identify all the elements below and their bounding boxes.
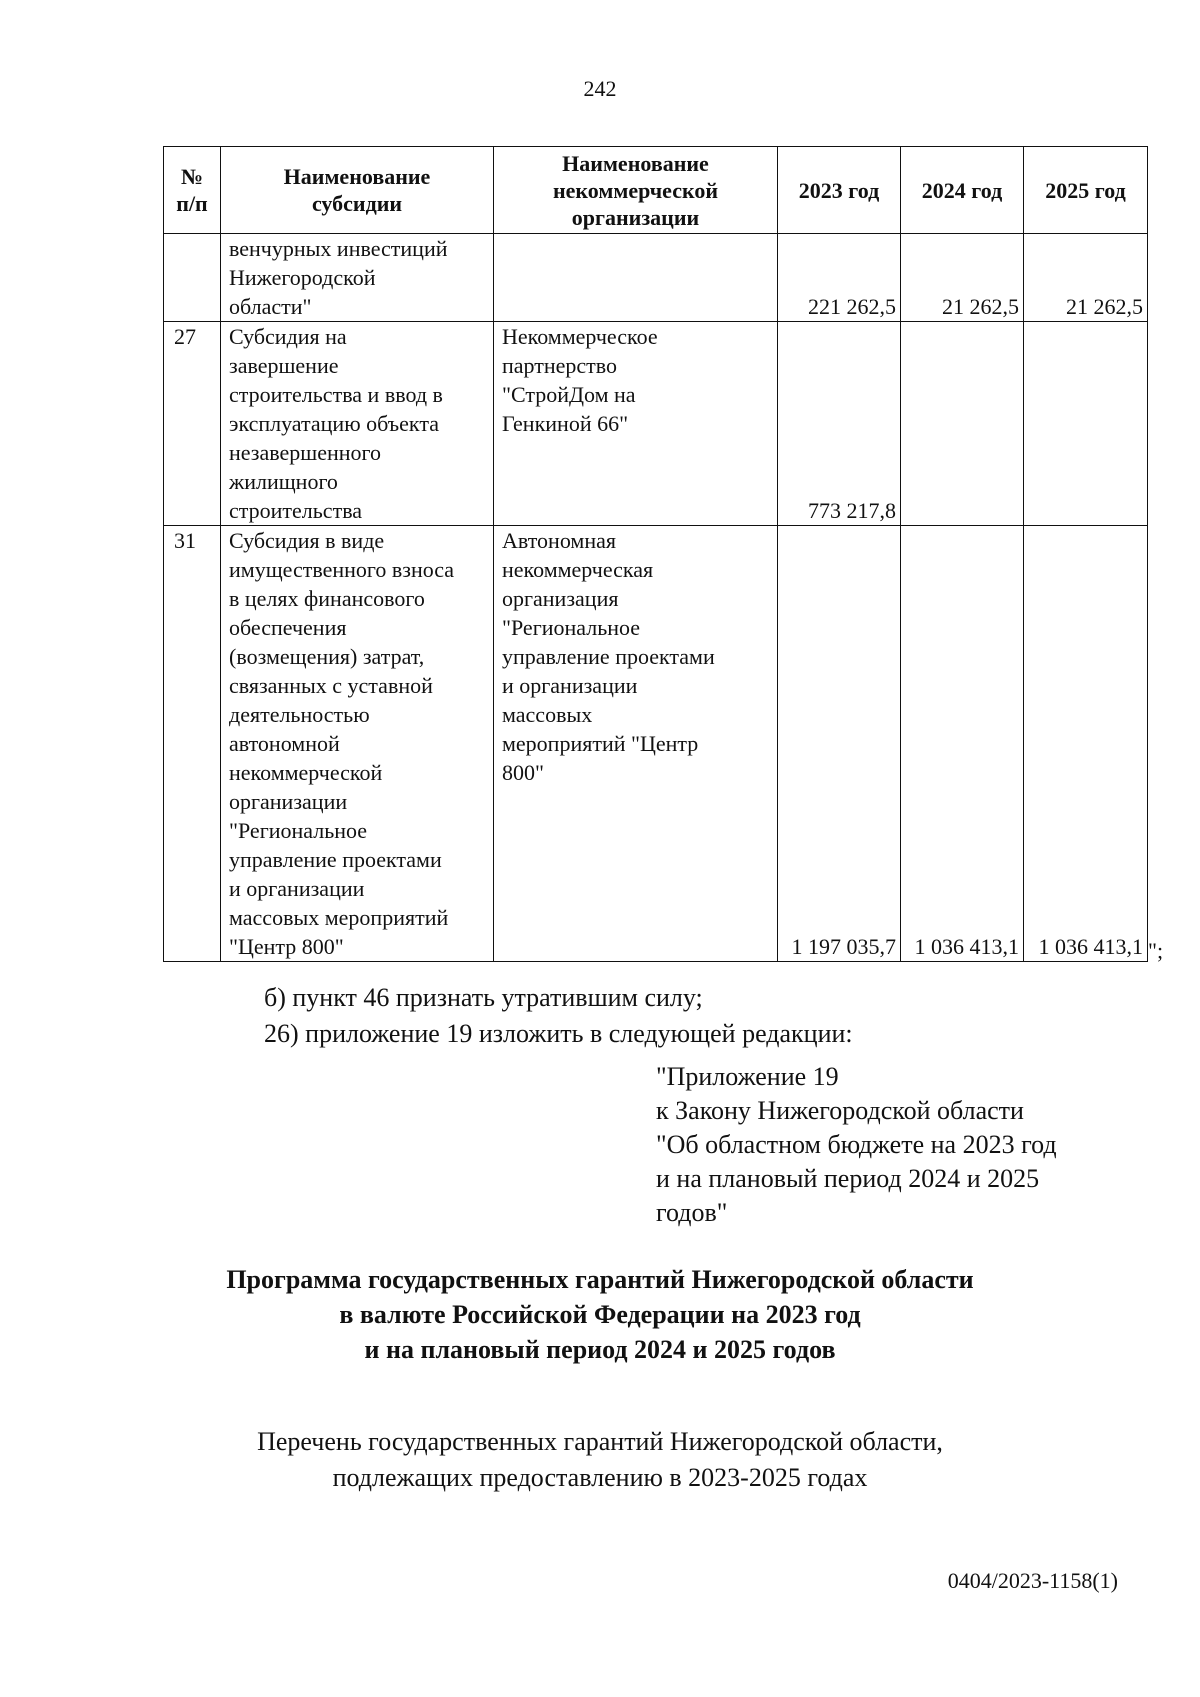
header-2025: 2025 год: [1024, 147, 1148, 234]
row-amount-2023: 773 217,8: [778, 322, 901, 526]
paragraph-item-26: 26) приложение 19 изложить в следующей редакции:: [264, 1019, 853, 1048]
row-subsidy-name: венчурных инвестиций Нижегородской области": [221, 234, 494, 322]
table-closing-quote: ";: [1148, 938, 1164, 963]
row-amount-2025: [1024, 322, 1148, 526]
title-line: в валюте Российской Федерации на 2023 год: [339, 1300, 861, 1329]
row-organization-name: Некоммерческое партнерство "СтройДом на Генкиной 66": [494, 322, 778, 526]
row-num: 31: [164, 526, 221, 962]
title-line: и на плановый период 2024 и 2025 годов: [364, 1335, 836, 1364]
paragraph-item-b: б) пункт 46 признать утратившим силу;: [264, 983, 703, 1012]
table-row: [164, 234, 1148, 322]
row-num: [164, 234, 221, 322]
appendix-line: к Закону Нижегородской области: [656, 1096, 1024, 1125]
header-2024: 2024 год: [901, 147, 1024, 234]
row-amount-2024: 1 036 413,1: [901, 526, 1024, 962]
program-title: [0, 1262, 1200, 1367]
appendix-header: [656, 1060, 1057, 1230]
document-code: 0404/2023-1158(1): [947, 1568, 1118, 1593]
appendix-line: "Об областном бюджете на 2023 год: [656, 1130, 1057, 1159]
row-amount-2023: 1 197 035,7: [778, 526, 901, 962]
appendix-line: и на плановый период 2024 и 2025: [656, 1164, 1040, 1193]
row-amount-2025: 21 262,5: [1024, 234, 1148, 322]
table-row: [164, 526, 1148, 962]
row-subsidy-name: Субсидия в виде имущественного взноса в целях финансового обеспечения (возмещения) затрат, связанных с уставной деятельностью автономной некоммерческой организации "Региональное управление проектами и организации массовых мероприятий "Центр 800": [221, 526, 494, 962]
row-organization-name: Автономная некоммерческая организация "Региональное управление проектами и организации массовых мероприятий "Центр 800": [494, 526, 778, 962]
row-subsidy-name: Субсидия на завершение строительства и ввод в эксплуатацию объекта незавершенного жилищного строительства: [221, 322, 494, 526]
row-amount-2025: 1 036 413,1: [1024, 526, 1148, 962]
header-subsidy-name: Наименование субсидии: [221, 147, 494, 234]
appendix-line: "Приложение 19: [656, 1062, 839, 1091]
row-amount-2023: 221 262,5: [778, 234, 901, 322]
subsidies-table: [163, 146, 1148, 962]
row-organization-name: [494, 234, 778, 322]
header-organization-name: Наименование некоммерческой организации: [494, 147, 778, 234]
appendix-line: годов": [656, 1198, 728, 1227]
header-num: № п/п: [164, 147, 221, 234]
row-amount-2024: [901, 322, 1024, 526]
subtitle-line: Перечень государственных гарантий Нижегородской области,: [257, 1427, 943, 1456]
guarantees-list-subtitle: [0, 1424, 1200, 1496]
title-line: Программа государственных гарантий Нижегородской области: [226, 1265, 974, 1294]
subtitle-line: подлежащих предоставлению в 2023-2025 годах: [332, 1463, 868, 1492]
page-number: 242: [583, 76, 617, 101]
header-2023: 2023 год: [778, 147, 901, 234]
table-row: [164, 322, 1148, 526]
row-amount-2024: 21 262,5: [901, 234, 1024, 322]
row-num: 27: [164, 322, 221, 526]
table-header-row: [164, 147, 1148, 234]
